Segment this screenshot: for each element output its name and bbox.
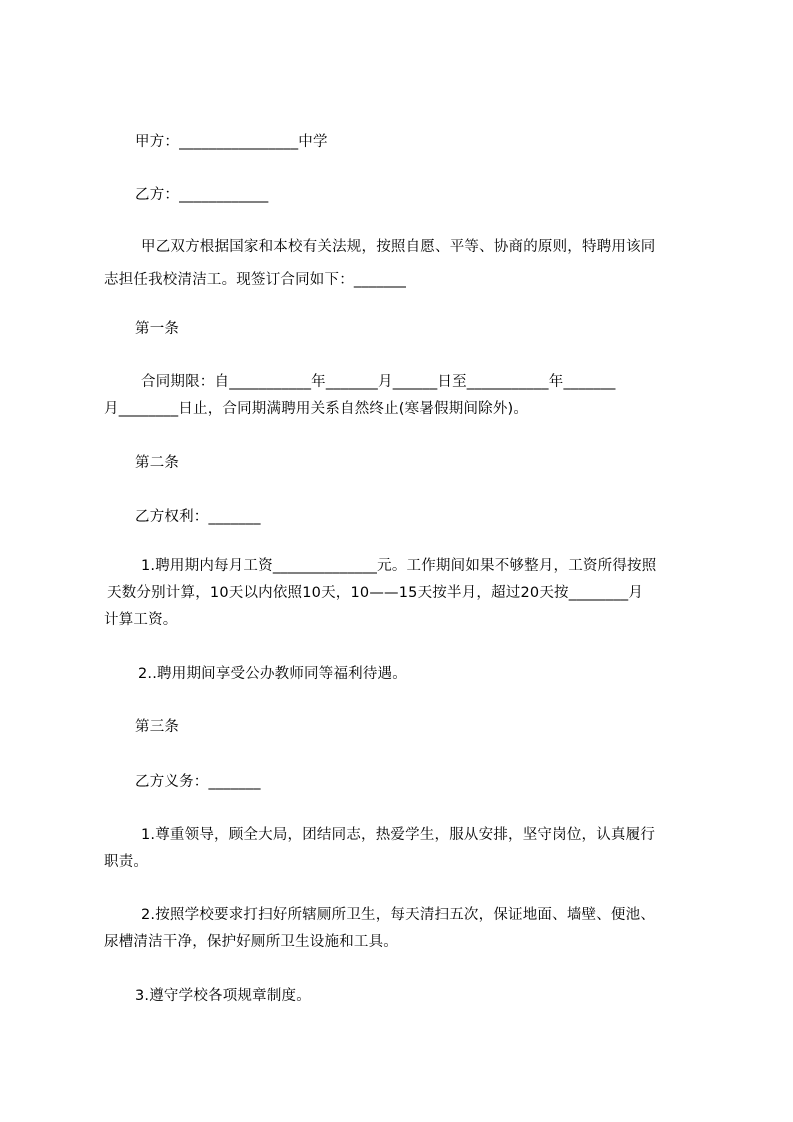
duties-item-1-line-1: 1.尊重领导，顾全大局，团结同志，热爱学生，服从安排，坚守岗位，认真履行	[141, 827, 656, 843]
preamble-line-1: 甲乙双方根据国家和本校有关法规，按照自愿、平等、协商的原则，特聘用该同	[141, 239, 656, 255]
article-1-text-line-2: 月________日止，合同期满聘用关系自然终止(寒暑假期间除外)。	[104, 401, 529, 417]
party-a-line: 甲方：________________中学	[135, 134, 328, 150]
article-1-title: 第一条	[135, 321, 180, 337]
duties-item-2-line-2: 尿槽清洁干净，保护好厕所卫生设施和工具。	[104, 934, 398, 950]
duties-item-1-line-2: 职责。	[104, 854, 149, 870]
rights-item-1-line-1: 1.聘用期内每月工资______________元。工作期间如果不够整月，工资所得按照	[141, 558, 657, 574]
duties-heading: 乙方义务：_______	[135, 774, 261, 790]
preamble-line-2: 志担任我校清洁工。现签订合同如下：_______	[104, 272, 407, 288]
duties-item-2-line-1: 2.按照学校要求打扫好所辖厕所卫生，每天清扫五次，保证地面、墙壁、便池、	[141, 907, 656, 923]
rights-item-1-line-2: 天数分别计算，10天以内依照10天，10——15天按半月，超过20天按________月	[107, 585, 644, 601]
party-b-line: 乙方：____________	[135, 187, 269, 203]
rights-item-2: 2..聘用期间享受公办教师同等福利待遇。	[138, 666, 407, 682]
article-1-text-line-1: 合同期限：自___________年_______月______日至___________年_______	[141, 374, 616, 390]
article-2-title: 第二条	[135, 455, 180, 471]
rights-heading: 乙方权利：_______	[135, 509, 261, 525]
article-3-title: 第三条	[135, 719, 180, 735]
rights-item-1-line-3: 计算工资。	[104, 612, 178, 628]
duties-item-3: 3.遵守学校各项规章制度。	[135, 988, 311, 1004]
